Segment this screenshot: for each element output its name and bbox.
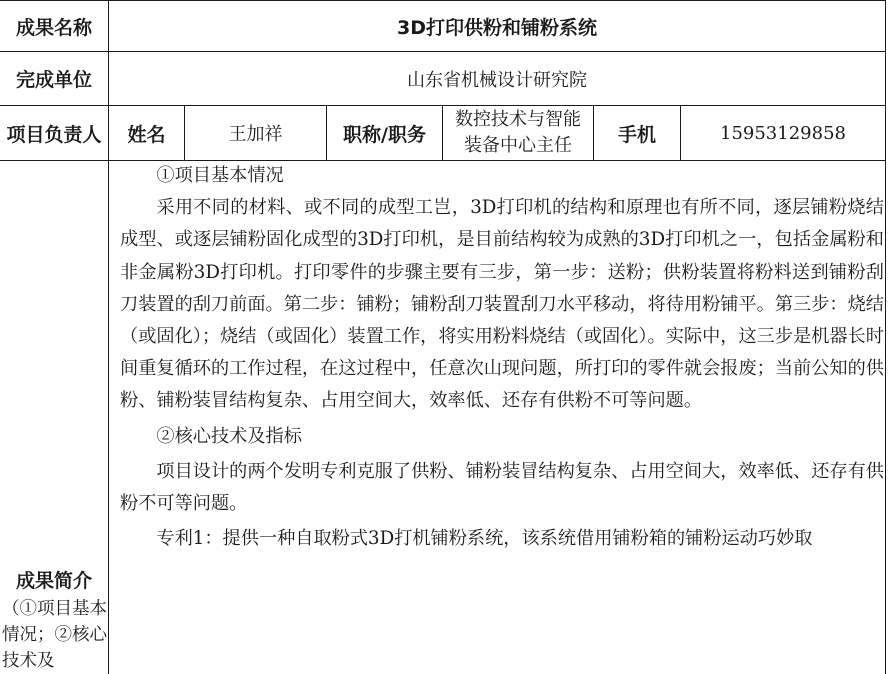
paragraph-patent-1: 专利1：提供一种自取粉式3D打机铺粉系统，该系统借用铺粉箱的铺粉运动巧妙取 (156, 528, 813, 550)
summary-body (120, 160, 884, 555)
section-heading-basic: ①项目基本情况 (156, 165, 284, 186)
position-label: 职称/职务 (343, 123, 426, 146)
position-value: 数控技术与智能装备中心主任 (455, 109, 581, 156)
leader-name: 王加祥 (228, 124, 283, 145)
title-label: 成果名称 (15, 16, 92, 39)
unit-label: 完成单位 (15, 69, 92, 91)
section-heading-core: ②核心技术及指标 (156, 425, 302, 447)
unit-value: 山东省机械设计研究院 (407, 69, 587, 91)
summary-label-cell (0, 566, 108, 674)
rule-right (885, 0, 886, 674)
title-value: 3D打印供粉和铺粉系统 (397, 16, 597, 39)
name-label: 姓名 (127, 123, 166, 146)
summary-label: 成果简介 (15, 570, 92, 592)
paragraph-basic: 采用不同的材料、或不同的成型工岂，3D打印机的结构和原理也有所不同，逐层铺粉烧结成型、或逐层铺粉固化成型的3D打印机，是目前结构较为成熟的3D打印机之一，包括金属粉和非金属粉3D打印机。打印零件的步骤主要有三步，第一步：送粉；供粉装置将粉料送到铺粉刮刀装置的刮刀前面。第二步：铺粉；铺粉刮刀装置刮刀水平移动，将待用粉铺平。第三步：烧结（或固化）；烧结（或固化）装置工作，将实用粉料烧结（或固化）。实际中，这三步是机器长时间重复循环的工作过程，在这过程中，任意次山现问题，所打印的零件就会报废；当前公知的供粉、铺粉装冒结构复杂、占用空间大，效率低、还存有供粉不可等问题。 (120, 197, 884, 412)
phone-label: 手机 (617, 123, 656, 146)
leader-label: 项目负责人 (6, 123, 102, 146)
phone-value: 15953129858 (720, 122, 846, 144)
summary-sublabel: （①项目基本情况；②核心技术及 (2, 599, 107, 671)
paragraph-core: 项目设计的两个发明专利克服了供粉、铺粉装冒结构复杂、占用空间大，效率低、还存有供粉不可等问题。 (120, 460, 884, 515)
